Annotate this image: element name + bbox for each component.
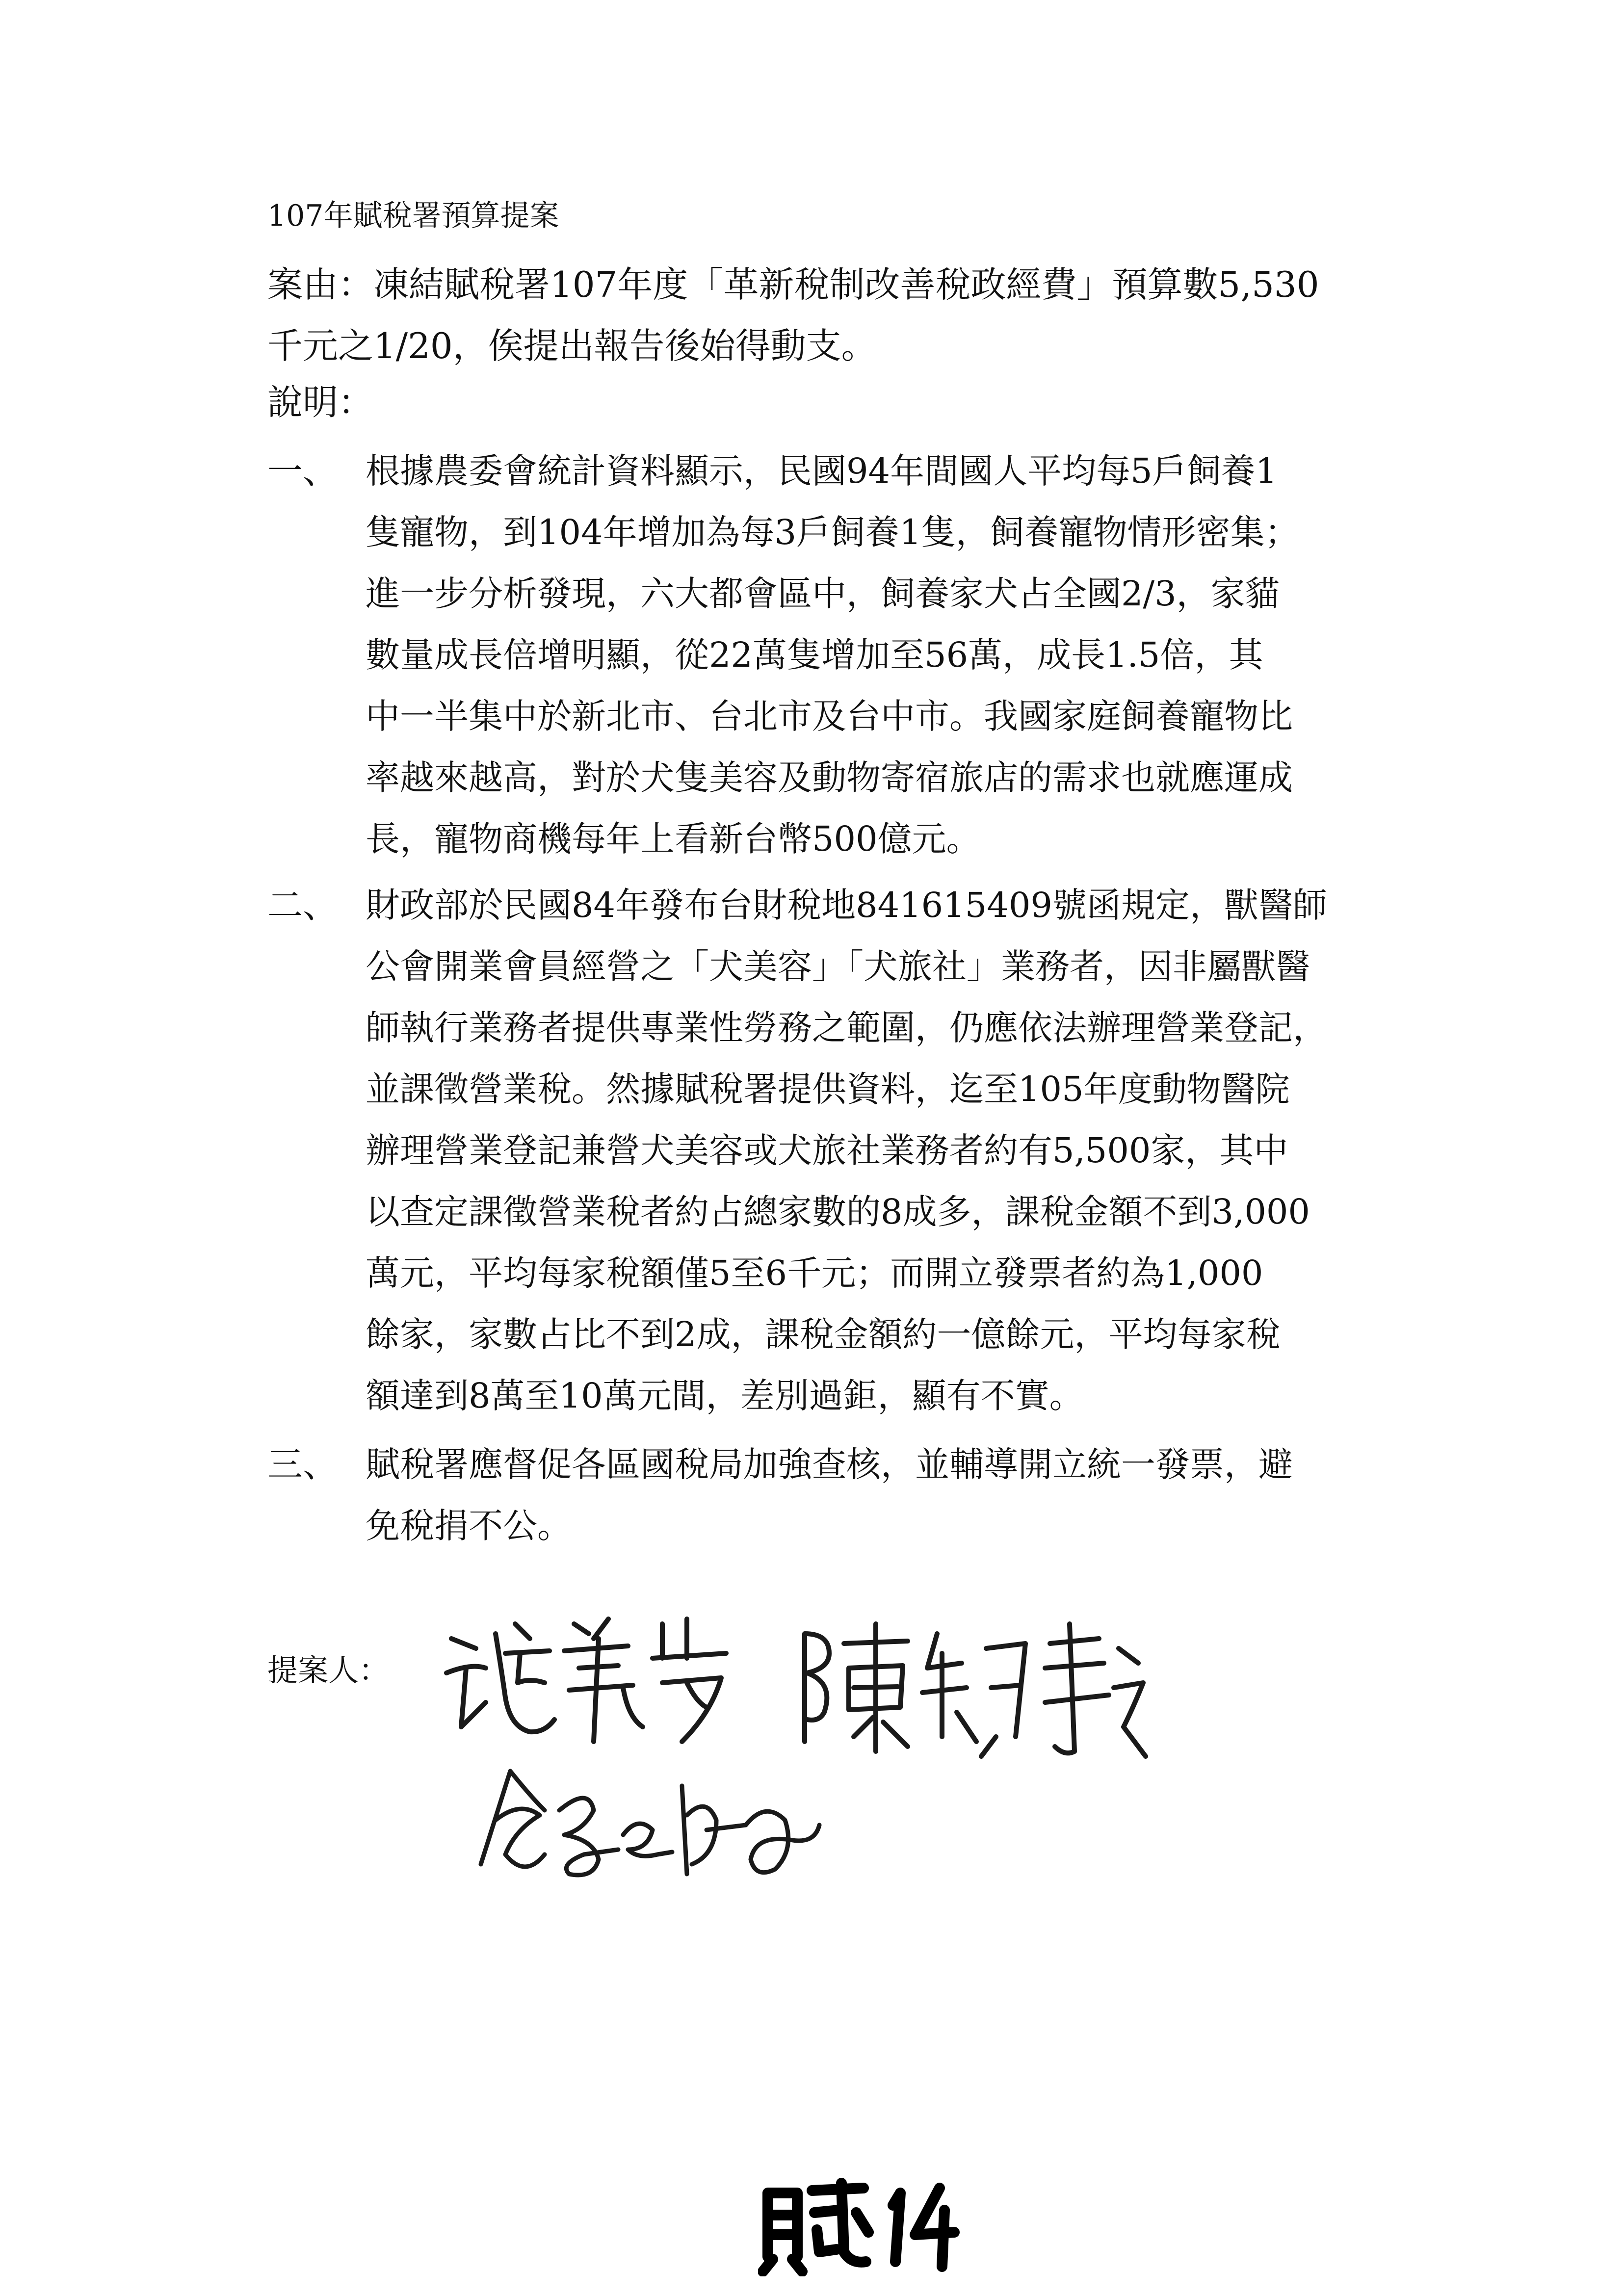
- proposer-label: 提案人：: [267, 1652, 390, 1688]
- document-title: 107年賦稅署預算提案: [267, 199, 559, 233]
- item-1-line: 數量成長倍增明顯，從22萬隻增加至56萬，成長1.5倍，其: [366, 635, 1263, 675]
- item-1-line: 隻寵物，到104年增加為每3戶飼養1隻，飼養寵物情形密集；: [366, 512, 1299, 552]
- item-2-line: 師執行業務者提供專業性勞務之範圍，仍應依法辦理營業登記，: [366, 1008, 1327, 1048]
- item-1-line: 根據農委會統計資料顯示，民國94年間國人平均每5戶飼養1: [366, 451, 1278, 491]
- reason-line-1: 案由：凍結賦稅署107年度「革新稅制改善稅政經費」預算數5,530: [267, 264, 1319, 305]
- item-1-line: 進一步分析發現，六大都會區中，飼養家犬占全國2/3，家貓: [366, 574, 1280, 614]
- item-2-line: 額達到8萬至10萬元間，差別過鉅，顯有不實。: [366, 1376, 1084, 1416]
- item-2-line: 財政部於民國84年發布台財稅地841615409號函規定，獸醫師: [366, 885, 1327, 925]
- signature-3: [471, 1756, 824, 1894]
- item-3-number: 三、: [267, 1444, 339, 1485]
- item-2-line: 並課徵營業稅。然據賦稅署提供資料，迄至105年度動物醫院: [366, 1069, 1290, 1109]
- item-1-number: 一、: [267, 450, 339, 492]
- item-3-line: 賦稅署應督促各區國稅局加強查核，並輔導開立統一發票，避: [366, 1444, 1293, 1485]
- item-2-line: 辦理營業登記兼營犬美容或犬旅社業務者約有5,500家，其中: [366, 1130, 1288, 1171]
- explain-label: 說明：: [267, 382, 374, 423]
- item-3-line: 免稅捐不公。: [366, 1506, 572, 1546]
- item-2-number: 二、: [267, 885, 339, 926]
- item-1-line: 率越來越高，對於犬隻美容及動物寄宿旅店的需求也就應運成: [366, 757, 1293, 798]
- item-1-line: 中一半集中於新北市、台北市及台中市。我國家庭飼養寵物比: [366, 696, 1293, 736]
- item-1-line: 長，寵物商機每年上看新台幣500億元。: [366, 819, 981, 859]
- page-mark: [758, 2178, 964, 2276]
- item-2-line: 公會開業會員經營之「犬美容」「犬旅社」業務者，因非屬獸醫: [366, 946, 1310, 987]
- signature-2: [795, 1614, 1148, 1771]
- signature-1: [432, 1604, 736, 1751]
- item-2-line: 萬元，平均每家稅額僅5至6千元；而開立發票者約為1,000: [366, 1253, 1263, 1293]
- item-2-line: 以查定課徵營業稅者約占總家數的8成多，課稅金額不到3,000: [366, 1192, 1310, 1232]
- item-2-line: 餘家，家數占比不到2成，課稅金額約一億餘元，平均每家稅: [366, 1314, 1281, 1355]
- reason-line-2: 千元之1/20，俟提出報告後始得動支。: [267, 325, 877, 366]
